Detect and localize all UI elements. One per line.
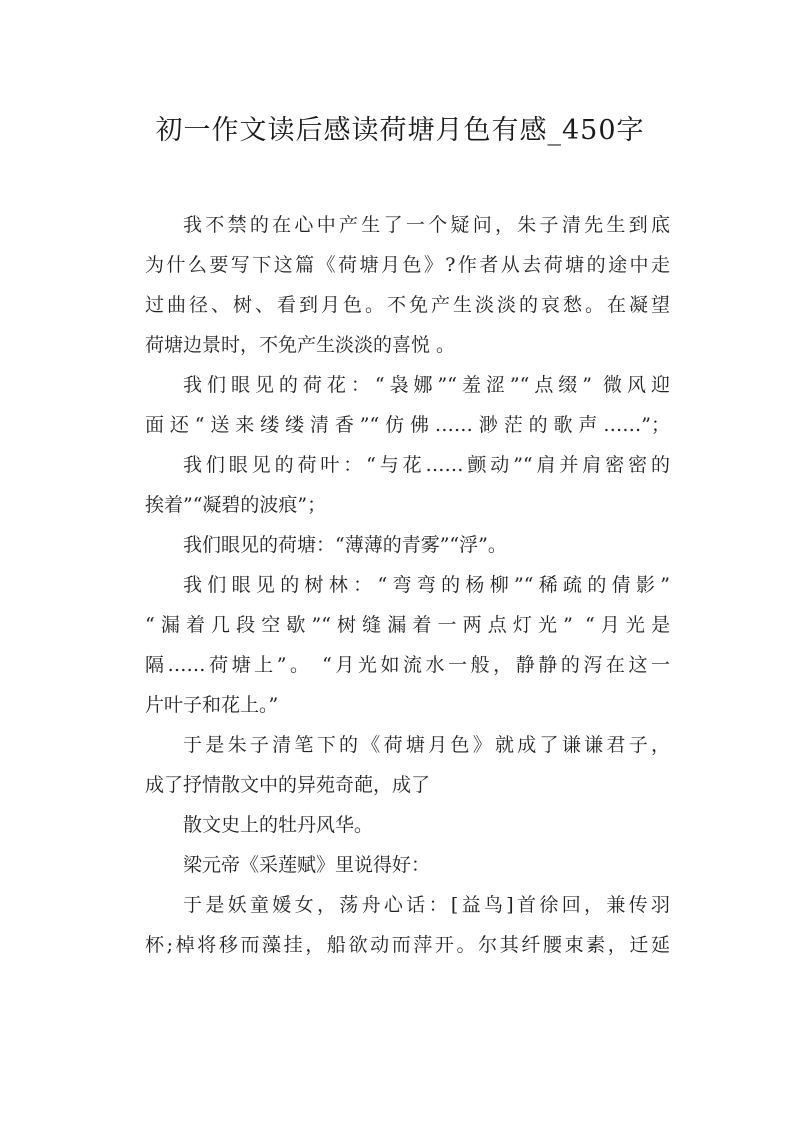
body-line: 杯;棹将移而藻挂，船欲动而萍开。尔其纤腰束素，迁延	[145, 934, 670, 956]
document-body	[145, 205, 670, 965]
body-line: 于是妖童媛女，荡舟心话：[益鸟]首徐回，兼传羽	[183, 894, 670, 916]
body-line: 我不禁的在心中产生了一个疑问，朱子清先生到底	[183, 214, 670, 236]
body-line: 散文史上的牡丹风华。	[183, 814, 374, 836]
body-line: 荷塘边景时，不免产生淡淡的喜悦 。	[145, 334, 456, 356]
body-line: 过曲径、树、看到月色。不免产生淡淡的哀愁。在凝望	[145, 294, 670, 316]
body-line: 我们眼见的荷叶：“与花……颤动”“肩并肩密密的	[183, 454, 670, 476]
body-line: 面还“送来缕缕清香”“仿佛……渺茫的歌声……”；	[145, 414, 670, 436]
body-line: “漏着几段空歇”“树缝漏着一两点灯光” “月光是	[145, 614, 670, 636]
body-line: 成了抒情散文中的异苑奇葩，成了	[145, 774, 431, 796]
document-title: 初一作文读后感读荷塘月色有感_450字	[155, 115, 645, 146]
body-line: 于是朱子清笔下的《荷塘月色》就成了谦谦君子，	[183, 734, 670, 756]
body-line: 为什么要写下这篇《荷塘月色》?作者从去荷塘的途中走	[145, 254, 670, 276]
body-line: 挨着”“凝碧的波痕”；	[145, 494, 327, 516]
body-line: 我们眼见的树林：“弯弯的杨柳”“稀疏的倩影”	[183, 574, 670, 596]
body-line: 隔……荷塘上”。 “月光如流水一般，静静的泻在这一	[145, 654, 670, 676]
body-line: 我们眼见的荷塘：“薄薄的青雾”“浮”。	[183, 534, 507, 556]
body-line: 片叶子和花上。”	[145, 694, 279, 716]
body-line: 梁元帝《采莲赋》里说得好：	[183, 854, 431, 876]
body-line: 我们眼见的荷花：“袅娜”“羞涩”“点缀” 微风迎	[183, 374, 670, 396]
